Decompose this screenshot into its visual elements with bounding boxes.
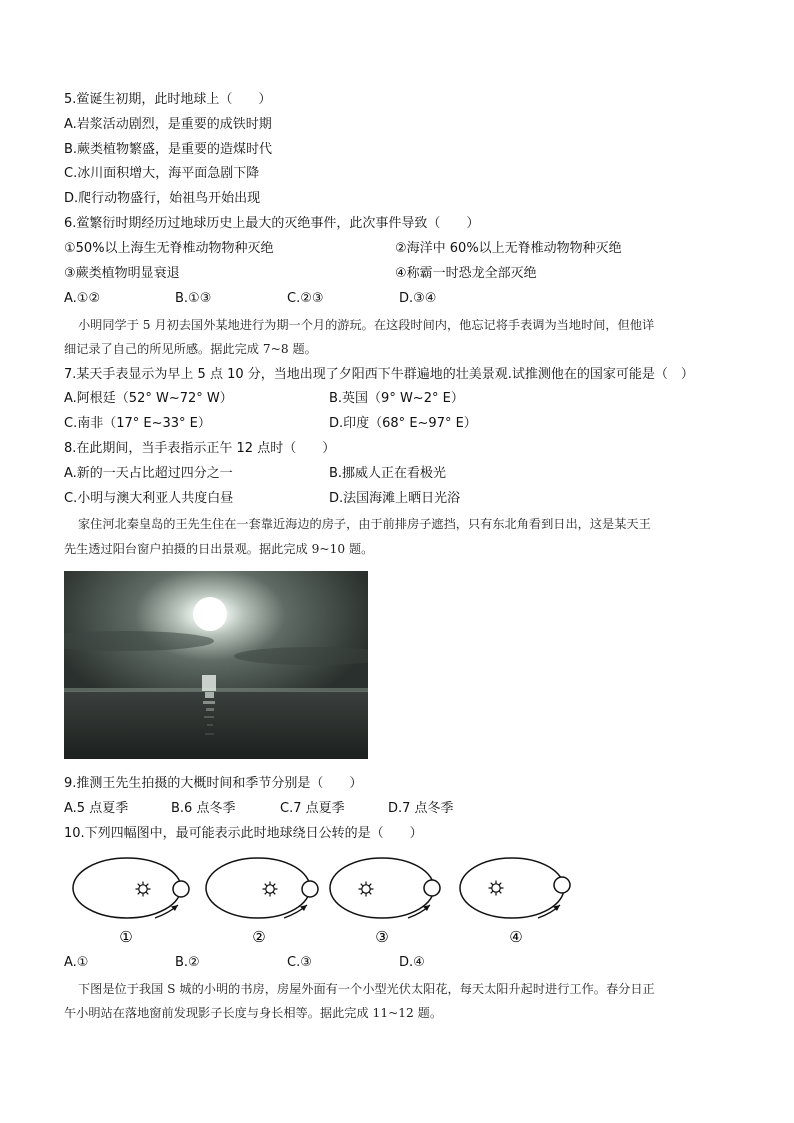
earth-icon (424, 880, 440, 896)
q6-option-a: A.①② (64, 291, 101, 306)
q5-option-b: B.蕨类植物繁盛，是重要的造煤时代 (64, 142, 273, 157)
q8-stem: 8.在此期间，当手表指示正午 12 点时（ ） (64, 441, 336, 456)
sun-icon (136, 882, 151, 897)
q6-option-b: B.①③ (175, 291, 212, 306)
orbit-ellipse (73, 858, 181, 918)
q6-stem: 6.鲎繁衍时期经历过地球历史上最大的灭绝事件，此次事件导致（ ） (64, 216, 480, 231)
q10-option-d: D.④ (399, 955, 425, 970)
q10-option-c: C.③ (287, 955, 312, 970)
orbit-figure-2 (206, 858, 318, 918)
q6-item-1: ①50%以上海生无脊椎动物物种灭绝 (64, 241, 274, 256)
passage2-line2: 先生透过阳台窗户拍摄的日出景观。据此完成 9~10 题。 (64, 542, 374, 556)
orbit-ellipse (206, 858, 310, 918)
passage2-line1: 家住河北秦皇岛的王先生住在一套靠近海边的房子，由于前排房子遮挡，只有东北角看到日出，这是某天王 (78, 517, 651, 531)
q10-option-b: B.② (175, 955, 200, 970)
sun-icon (193, 597, 227, 631)
figure-label-4: ④ (509, 928, 523, 946)
q7-option-d: D.印度（68° E~97° E） (329, 416, 477, 431)
passage1-line2: 细记录了自己的所见所感。据此完成 7~8 题。 (64, 342, 317, 356)
q8-option-d: D.法国海滩上晒日光浴 (329, 491, 461, 506)
passage1-line1: 小明同学于 5 月初去国外某地进行为期一个月的游玩。在这段时间内，他忘记将手表调为当地时间，但他详 (78, 318, 655, 332)
orbit-ellipse (330, 858, 434, 918)
earth-icon (554, 877, 570, 893)
sun-icon (489, 881, 504, 896)
q10-option-a: A.① (64, 955, 89, 970)
q8-option-b: B.挪威人正在看极光 (329, 466, 447, 481)
orbit-diagrams (64, 852, 604, 948)
orbit-figure-4 (460, 858, 570, 918)
q10-stem: 10.下列四幅图中，最可能表示此时地球绕日公转的是（ ） (64, 826, 423, 841)
figure-label-3: ③ (375, 928, 389, 946)
earth-icon (173, 881, 189, 897)
orbit-figure-1 (73, 858, 189, 918)
sunrise-photo (64, 571, 368, 759)
q5-option-c: C.冰川面积增大，海平面急剧下降 (64, 166, 260, 181)
photo-sea (64, 691, 368, 759)
q6-item-3: ③蕨类植物明显衰退 (64, 266, 180, 281)
q5-option-d: D.爬行动物盛行，始祖鸟开始出现 (64, 191, 261, 206)
q9-stem: 9.推测王先生拍摄的大概时间和季节分别是（ ） (64, 776, 363, 791)
q9-option-b: B.6 点冬季 (171, 801, 236, 816)
q7-option-b: B.英国（9° W~2° E） (329, 391, 464, 406)
passage3-line2: 午小明站在落地窗前发现影子长度与身长相等。据此完成 11~12 题。 (64, 1006, 443, 1020)
q6-option-d: D.③④ (399, 291, 437, 306)
orbit-ellipse (460, 858, 564, 918)
q9-option-c: C.7 点夏季 (280, 801, 345, 816)
q6-item-4: ④称霸一时恐龙全部灭绝 (395, 266, 537, 281)
q7-stem: 7.某天手表显示为早上 5 点 10 分，当地出现了夕阳西下牛群遍地的壮美景观.试推测他在的国家可能是（ ） (64, 367, 694, 382)
q6-option-c: C.②③ (287, 291, 324, 306)
q8-option-a: A.新的一天占比超过四分之一 (64, 466, 233, 481)
q8-option-c: C.小明与澳大利亚人共度白昼 (64, 491, 234, 506)
q6-item-2: ②海洋中 60%以上无脊椎动物物种灭绝 (395, 241, 622, 256)
earth-icon (302, 881, 318, 897)
q9-option-a: A.5 点夏季 (64, 801, 129, 816)
q5-stem: 5.鲎诞生初期，此时地球上（ ） (64, 92, 272, 107)
q7-option-c: C.南非（17° E~33° E） (64, 416, 211, 431)
q5-option-a: A.岩浆活动剧烈，是重要的成铁时期 (64, 117, 272, 132)
q7-option-a: A.阿根廷（52° W~72° W） (64, 391, 233, 406)
figure-label-1: ① (119, 928, 133, 946)
q9-option-d: D.7 点冬季 (388, 801, 454, 816)
figure-label-2: ② (252, 928, 266, 946)
sun-icon (263, 882, 278, 897)
passage3-line1: 下图是位于我国 S 城的小明的书房，房屋外面有一个小型光伏太阳花，每天太阳升起时进行工作。春分日正 (78, 982, 655, 996)
orbit-figure-3 (330, 858, 440, 918)
sun-icon (359, 882, 374, 897)
